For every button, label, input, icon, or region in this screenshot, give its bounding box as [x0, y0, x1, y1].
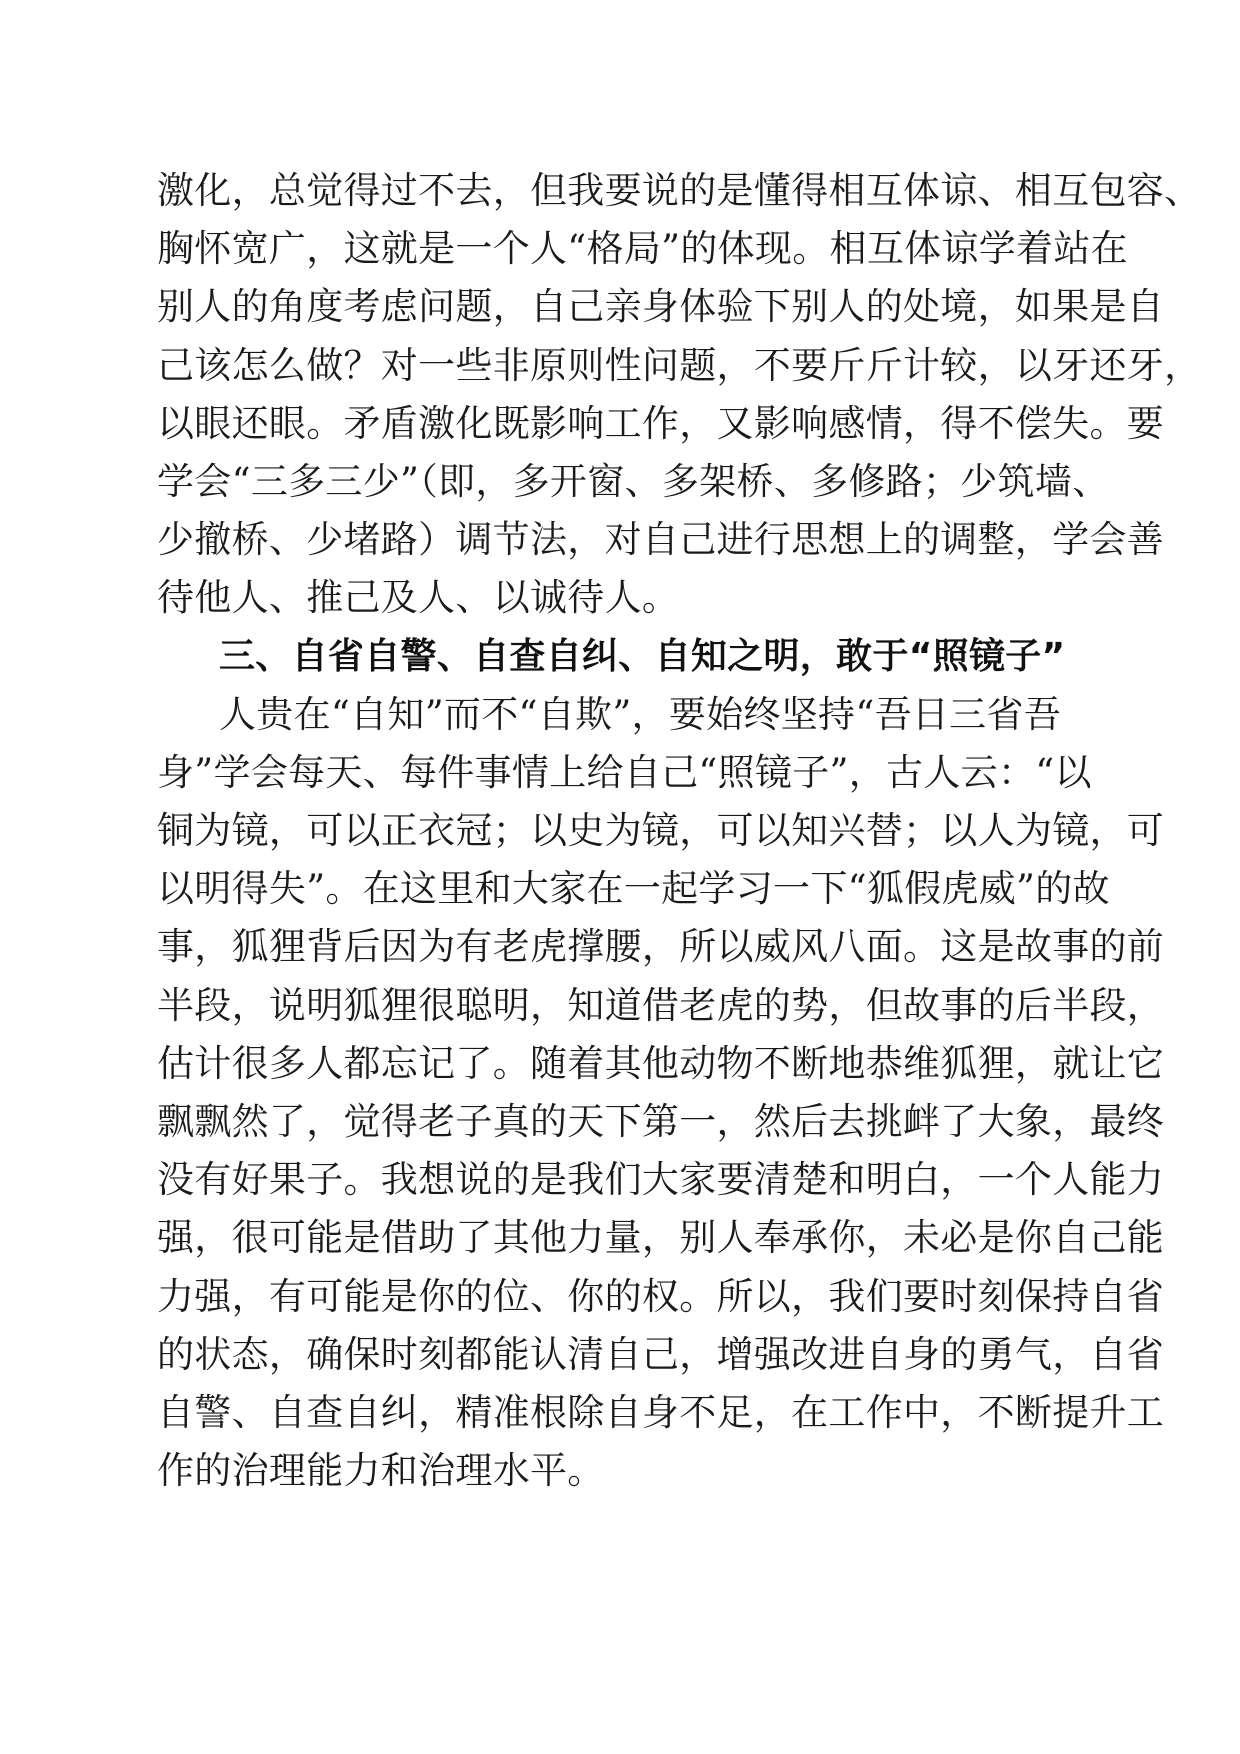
document-body: [157, 162, 1202, 1500]
paragraph-line: 铜为镜，可以正衣冠；以史为镜，可以知兴替；以人为镜，可: [157, 809, 1165, 853]
paragraph-line: 事，狐狸背后因为有老虎撑腰，所以威风八面。这是故事的前: [157, 925, 1165, 969]
paragraph-line: 作的治理能力和治理水平。: [157, 1449, 605, 1493]
paragraph-line: 以眼还眼。矛盾激化既影响工作，又影响感情，得不偿失。要: [157, 401, 1165, 445]
paragraph-line: 人贵在“自知”而不“自欺”，要始终坚持“吾日三省吾: [219, 692, 1062, 736]
paragraph-line: 飘飘然了，觉得老子真的天下第一，然后去挑衅了大象，最终: [157, 1100, 1165, 1143]
paragraph-line: 别人的角度考虑问题，自己亲身体验下别人的处境，如果是自: [157, 285, 1165, 329]
paragraph-line: 力强，有可能是你的位、你的权。所以，我们要时刻保持自省: [157, 1274, 1165, 1318]
paragraph-line: 少撤桥、少堵路）调节法，对自己进行思想上的调整，学会善: [157, 518, 1165, 562]
section-heading: 三、自省自警、自查自纠、自知之明，敢于“照镜子”: [219, 635, 1066, 677]
paragraph-line: 待他人、推己及人、以诚待人。: [157, 576, 680, 620]
paragraph-line: 估计很多人都忘记了。随着其他动物不断地恭维狐狸，就让它: [157, 1041, 1165, 1085]
paragraph-line: 胸怀宽广，这就是一个人“格局”的体现。相互体谅学着站在: [157, 227, 1128, 271]
paragraph-line: 以明得失”。在这里和大家在一起学习一下“狐假虎威”的故: [157, 867, 1110, 911]
paragraph-line: 身”学会每天、每件事情上给自己“照镜子”，古人云：“以: [157, 750, 1092, 794]
paragraph-line: 自警、自查自纠，精准根除自身不足，在工作中，不断提升工: [157, 1390, 1165, 1434]
paragraph-line: 没有好果子。我想说的是我们大家要清楚和明白，一个人能力: [157, 1158, 1165, 1202]
paragraph-line: 己该怎么做？对一些非原则性问题，不要斤斤计较，以牙还牙，: [157, 343, 1202, 387]
paragraph-line: 学会“三多三少”（即，多开窗、多架桥、多修路；少筑墙、: [157, 459, 1110, 503]
paragraph-line: 的状态，确保时刻都能认清自己，增强改进自身的勇气，自省: [157, 1332, 1165, 1376]
paragraph-line: 强，很可能是借助了其他力量，别人奉承你，未必是你自己能: [157, 1216, 1165, 1260]
paragraph-line: 半段，说明狐狸很聪明，知道借老虎的势，但故事的后半段，: [157, 983, 1165, 1027]
paragraph-line: 激化，总觉得过不去，但我要说的是懂得相互体谅、相互包容、: [157, 169, 1202, 212]
